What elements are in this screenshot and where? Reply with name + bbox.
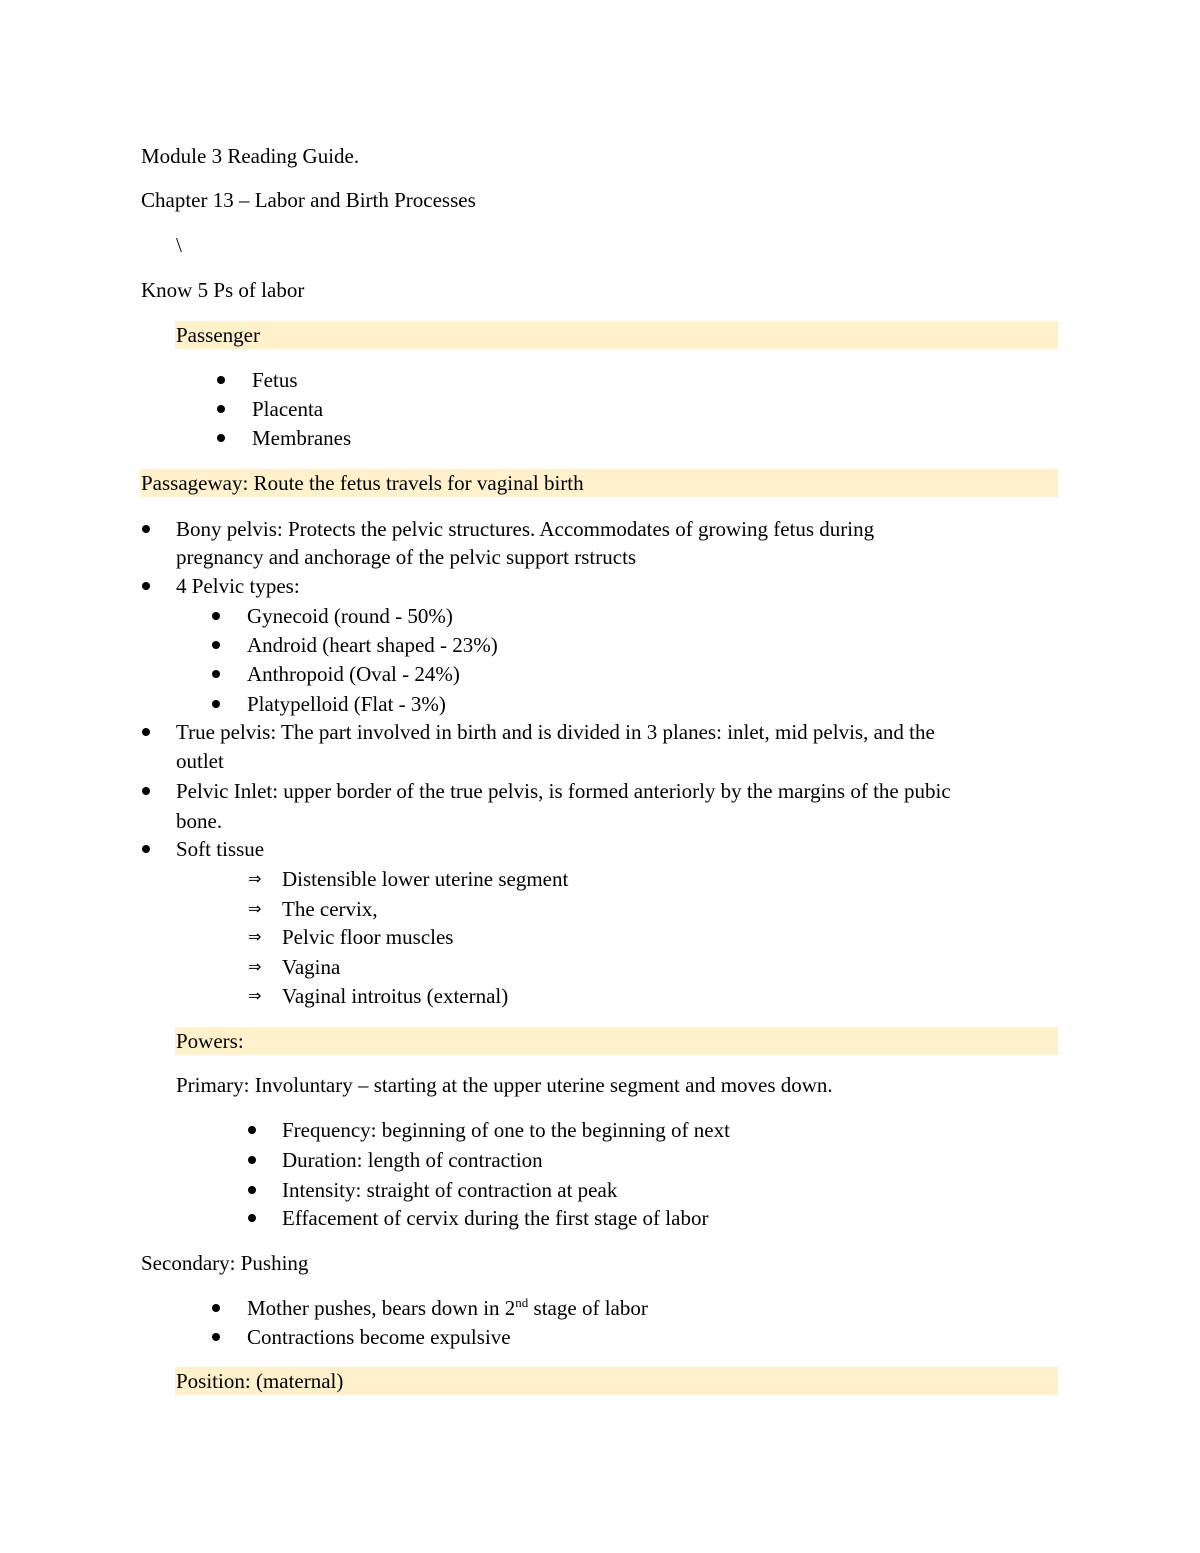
list-item-text: bone.	[176, 809, 223, 833]
powers-heading: Powers:	[176, 1029, 244, 1053]
bullet-icon	[248, 1126, 256, 1134]
stray-backslash: \	[176, 233, 182, 257]
ordinal-suffix: nd	[515, 1295, 529, 1310]
arrow-right-icon: ⇒	[248, 957, 262, 976]
bullet-icon	[212, 612, 220, 620]
bullet-icon	[217, 405, 225, 413]
bullet-icon	[217, 376, 225, 384]
bullet-icon	[212, 641, 220, 649]
list-item-text-post: stage of labor	[528, 1296, 648, 1320]
list-item-text: Gynecoid (round - 50%)	[247, 604, 453, 628]
list-item-text: Pelvic floor muscles	[282, 925, 454, 949]
bullet-icon	[248, 1186, 256, 1194]
list-item-text: pregnancy and anchorage of the pelvic support rstructs	[176, 545, 637, 569]
bullet-icon	[142, 845, 150, 853]
position-heading: Position: (maternal)	[176, 1369, 344, 1393]
bullet-icon	[142, 525, 150, 533]
bullet-icon	[217, 434, 225, 442]
passageway-heading: Passageway: Route the fetus travels for vaginal birth	[141, 471, 584, 495]
list-item-text: Duration: length of contraction	[282, 1148, 543, 1172]
list-item-text: Pelvic Inlet: upper border of the true pelvis, is formed anteriorly by the margins of the pubic	[176, 779, 951, 803]
bullet-icon	[212, 670, 220, 678]
bullet-icon	[142, 582, 150, 590]
list-item-text	[247, 1293, 648, 1323]
arrow-right-icon: ⇒	[248, 869, 262, 888]
list-item-text: Fetus	[252, 368, 298, 392]
list-item-text: Intensity: straight of contraction at peak	[282, 1178, 618, 1202]
list-item-text: Vaginal introitus (external)	[282, 984, 509, 1008]
list-item-text: outlet	[176, 749, 224, 773]
list-item-text: Contractions become expulsive	[247, 1325, 511, 1349]
list-item-text: The cervix,	[282, 897, 378, 921]
passenger-highlight	[175, 321, 1058, 349]
list-item-text: 4 Pelvic types:	[176, 574, 300, 598]
bullet-icon	[212, 700, 220, 708]
list-item-text: Membranes	[252, 426, 352, 450]
list-item-text: Android (heart shaped - 23%)	[247, 633, 498, 657]
bullet-icon	[212, 1333, 220, 1341]
secondary-heading: Secondary: Pushing	[141, 1251, 309, 1275]
list-item-text: Bony pelvis: Protects the pelvic structures. Accommodates of growing fetus during	[176, 517, 875, 541]
arrow-right-icon: ⇒	[248, 899, 262, 918]
list-item-text: Placenta	[252, 397, 324, 421]
arrow-right-icon: ⇒	[248, 986, 262, 1005]
bullet-icon	[212, 1304, 220, 1312]
bullet-icon	[248, 1156, 256, 1164]
bullet-icon	[248, 1214, 256, 1222]
arrow-right-icon: ⇒	[248, 927, 262, 946]
bullet-icon	[142, 728, 150, 736]
list-item-text: Platypelloid (Flat - 3%)	[247, 692, 446, 716]
primary-heading: Primary: Involuntary – starting at the upper uterine segment and moves down.	[176, 1073, 833, 1097]
list-item-text: Effacement of cervix during the first stage of labor	[282, 1206, 709, 1230]
list-item-text: True pelvis: The part involved in birth and is divided in 3 planes: inlet, mid pelvis, and the	[176, 720, 935, 744]
list-item-text: Anthropoid (Oval - 24%)	[247, 662, 460, 686]
bullet-icon	[142, 787, 150, 795]
list-item-text-pre: Mother pushes, bears down in 2	[247, 1296, 516, 1320]
list-item-text: Distensible lower uterine segment	[282, 867, 569, 891]
document-title: Module 3 Reading Guide.	[141, 144, 360, 168]
powers-highlight	[175, 1027, 1058, 1055]
chapter-heading: Chapter 13 – Labor and Birth Processes	[141, 188, 476, 212]
list-item-text: Frequency: beginning of one to the beginning of next	[282, 1118, 730, 1142]
list-item-text: Soft tissue	[176, 837, 265, 861]
list-item-text: Vagina	[282, 955, 341, 979]
know-5ps: Know 5 Ps of labor	[141, 278, 305, 302]
passenger-heading: Passenger	[176, 323, 260, 347]
